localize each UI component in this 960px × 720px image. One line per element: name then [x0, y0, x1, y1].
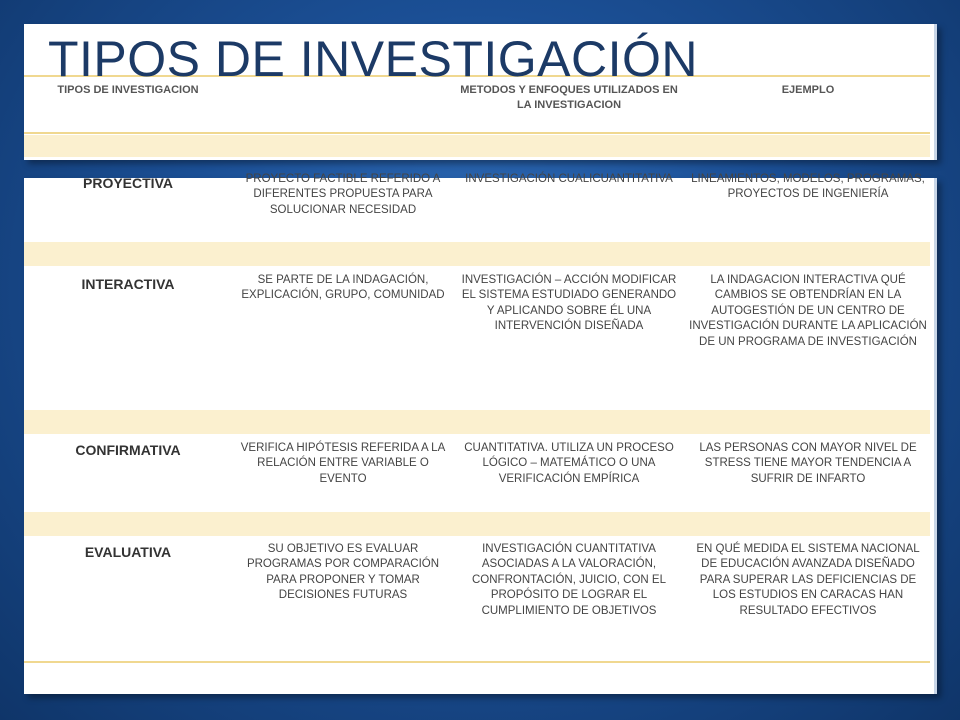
table-cell: EN QUÉ MEDIDA EL SISTEMA NACIONAL DE EDUCACIÓN AVANZADA DISEÑADO PARA SUPERAR LAS DEFICIENCIAS DE LOS ESTUDIOS EN CARACAS HAN RESULTADO EFECTIVOS: [696, 543, 920, 617]
row-separator-band: [24, 512, 930, 536]
row-label-interactiva: INTERACTIVA: [81, 276, 175, 292]
table-cell: LINEAMIENTOS, MODELOS, PROGRAMAS, PROYECTOS DE INGENIERÍA: [691, 173, 925, 201]
header-band: [24, 135, 930, 157]
table-cell: INVESTIGACIÓN – ACCIÓN MODIFICAR EL SISTEMA ESTUDIADO GENERANDO Y APLICANDO SOBRE ÉL UNA INTERVENCIÓN DISEÑADA: [461, 274, 677, 333]
header-tipos: TIPOS DE INVESTIGACION: [57, 84, 199, 96]
row-label-proyectiva: PROYECTIVA: [83, 175, 173, 191]
row-separator-band: [24, 242, 930, 266]
table-cell: LA INDAGACION INTERACTIVA QUÉ CAMBIOS SE OBTENDRÍAN EN LA AUTOGESTIÓN DE UN CENTRO DE INVESTIGACIÓN DURANTE LA APLICACIÓN DE UN PROGRAMA DE INVESTIGACIÓN: [689, 274, 927, 348]
table-cell: SU OBJETIVO ES EVALUAR PROGRAMAS POR COMPARACIÓN PARA PROPONER Y TOMAR DECISIONES FUTURAS: [246, 543, 440, 602]
table-bottom-line: [24, 661, 930, 663]
table-cell: PROYECTO FACTIBLE REFERIDO A DIFERENTES PROPUESTA PARA SOLUCIONAR NECESIDAD: [245, 173, 441, 216]
slide-title: TIPOS DE INVESTIGACIÓN: [48, 31, 698, 87]
row-label-confirmativa: CONFIRMATIVA: [75, 442, 181, 458]
table-cell: SE PARTE DE LA INDAGACIÓN, EXPLICACIÓN, GRUPO, COMUNIDAD: [241, 274, 445, 302]
table-cell: CUANTITATIVA. UTILIZA UN PROCESO LÓGICO – MATEMÁTICO O UNA VERIFICACIÓN EMPÍRICA: [464, 442, 674, 485]
table-cell: LAS PERSONAS CON MAYOR NIVEL DE STRESS TIENE MAYOR TENDENCIA A SUFRIR DE INFARTO: [699, 442, 917, 485]
header-ejemplo: EJEMPLO: [781, 84, 835, 96]
header-bottom-line: [24, 132, 930, 134]
header-metodos: METODOS Y ENFOQUES UTILIZADOS EN LA INVESTIGACION: [460, 84, 678, 111]
table-cell: INVESTIGACIÓN CUANTITATIVA ASOCIADAS A LA VALORACIÓN, CONFRONTACIÓN, JUICIO, CON EL PROPÓSITO DE LOGRAR EL CUMPLIMIENTO DE OBJETIVOS: [471, 543, 667, 617]
row-label-evaluativa: EVALUATIVA: [84, 544, 172, 560]
row-separator-band: [24, 410, 930, 434]
table-cell: VERIFICA HIPÓTESIS REFERIDA A LA RELACIÓN ENTRE VARIABLE O EVENTO: [240, 442, 446, 485]
table-cell: INVESTIGACIÓN CUALICUANTITATIVA: [465, 173, 673, 185]
